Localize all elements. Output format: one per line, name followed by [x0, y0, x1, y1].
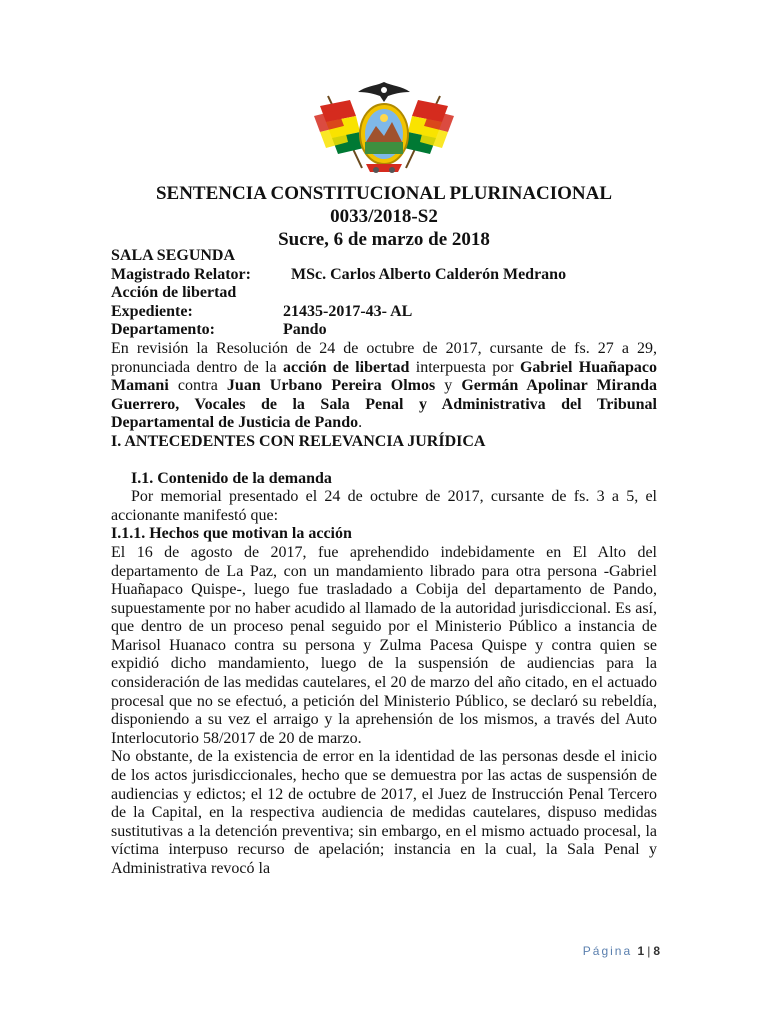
sala-line: SALA SEGUNDA [111, 247, 236, 264]
intro-bold-demandado-1: Juan Urbano Pereira Olmos [226, 377, 436, 395]
intro-bold-accion: acción de libertad [282, 358, 410, 376]
footer-page-number: 1 [637, 944, 645, 958]
subsection-paragraph: Por memorial presentado el 24 de octubre de 2017, cursante de fs. 3 a 5, el accionante manifestó que: [111, 488, 657, 524]
title-line-3: Sucre, 6 de marzo de 2018 [278, 229, 490, 250]
expediente-label: Expediente: [111, 302, 193, 320]
page-footer [520, 944, 660, 958]
departamento-line [111, 321, 657, 340]
footer-label: Página [582, 944, 633, 958]
section-heading: I. ANTECEDENTES CON RELEVANCIA JURÍDICA [111, 432, 486, 450]
intro-text-3: contra [168, 377, 227, 395]
relator-line [111, 266, 657, 285]
accion-line: Acción de libertad [111, 284, 237, 302]
intro-bold-demandado-2: Germán Apolinar Miranda Guerrero, Vocales de la Sala Penal y Administrativa del Tribunal Departamental de Justicia de Pando [111, 377, 657, 432]
footer-separator: | [647, 944, 651, 958]
hechos-paragraph-1: El 16 de agosto de 2017, fue aprehendido indebidamente en El Alto del departamento de La Paz, con un mandamiento librado para otra persona -Gabriel Huañapaco Quispe-, luego fue trasladado a Cobija del departamento de Pando, supuestamente por no haber acudido al llamado de la autoridad jurisdiccional. Es así, que dentro de un proceso penal seguido por el Ministerio Público a instancia de Marisol Huanaco contra su persona y Zulma Pacesa Quispe y contra quien se expidió dicho mandamiento, luego de la suspensión de audiencias para la consideración de las medidas cautelares, el 20 de marzo del año citado, en el actuado procesal que no se efectuó, a petición del Ministerio Público, se declaró su rebeldía, disponiendo a su vez el arraigo y la aprehensión de los mismos, a través del Auto Interlocutorio 58/2017 de 20 de marzo. [111, 543, 657, 747]
expediente-value: 21435-2017-43- AL [283, 302, 413, 320]
footer-page-total: 8 [653, 944, 660, 958]
intro-paragraph [111, 340, 657, 433]
intro-text-5: . [358, 414, 363, 432]
expediente-line [111, 303, 657, 322]
departamento-label: Departamento: [111, 321, 215, 339]
intro-text-1: En revisión la Resolución de 24 de octubre de 2017, cursante de fs. 27 a 29, pronunciada dentro de la [111, 339, 657, 376]
subsection-heading: I.1. Contenido de la demanda [131, 469, 332, 487]
relator-value: MSc. Carlos Alberto Calderón Medrano [291, 265, 567, 283]
departamento-value: Pando [283, 321, 327, 339]
intro-bold-accionante: Gabriel Huañapaco Mamani [111, 358, 657, 395]
intro-text-4: y [435, 377, 462, 395]
subsubsection-heading: I.1.1. Hechos que motivan la acción [111, 525, 352, 543]
coat-of-arms-icon [310, 76, 458, 180]
document-body [111, 247, 657, 879]
hechos-paragraph-2: No obstante, de la existencia de error en la identidad de las personas desde el inicio de los actos jurisdiccionales, hecho que se demuestra por las actas de suspensión de audiencias y edictos; el 12 de octubre de 2017, el Juez de Instrucción Penal Tercero de la Capital, en la respectiva audiencia de medidas cautelares, dispuso medidas sustitutivas a la detención preventiva; sin embargo, en el mismo actuado procesal, la víctima interpuso recurso de apelación; instancia en la cual, la Sala Penal y Administrativa revocó la [111, 748, 657, 877]
relator-label: Magistrado Relator: [111, 265, 251, 283]
intro-text-2: interpuesta por [409, 358, 520, 376]
title-line-2: 0033/2018-S2 [330, 206, 438, 227]
title-line-1: SENTENCIA CONSTITUCIONAL PLURINACIONAL [155, 183, 613, 204]
